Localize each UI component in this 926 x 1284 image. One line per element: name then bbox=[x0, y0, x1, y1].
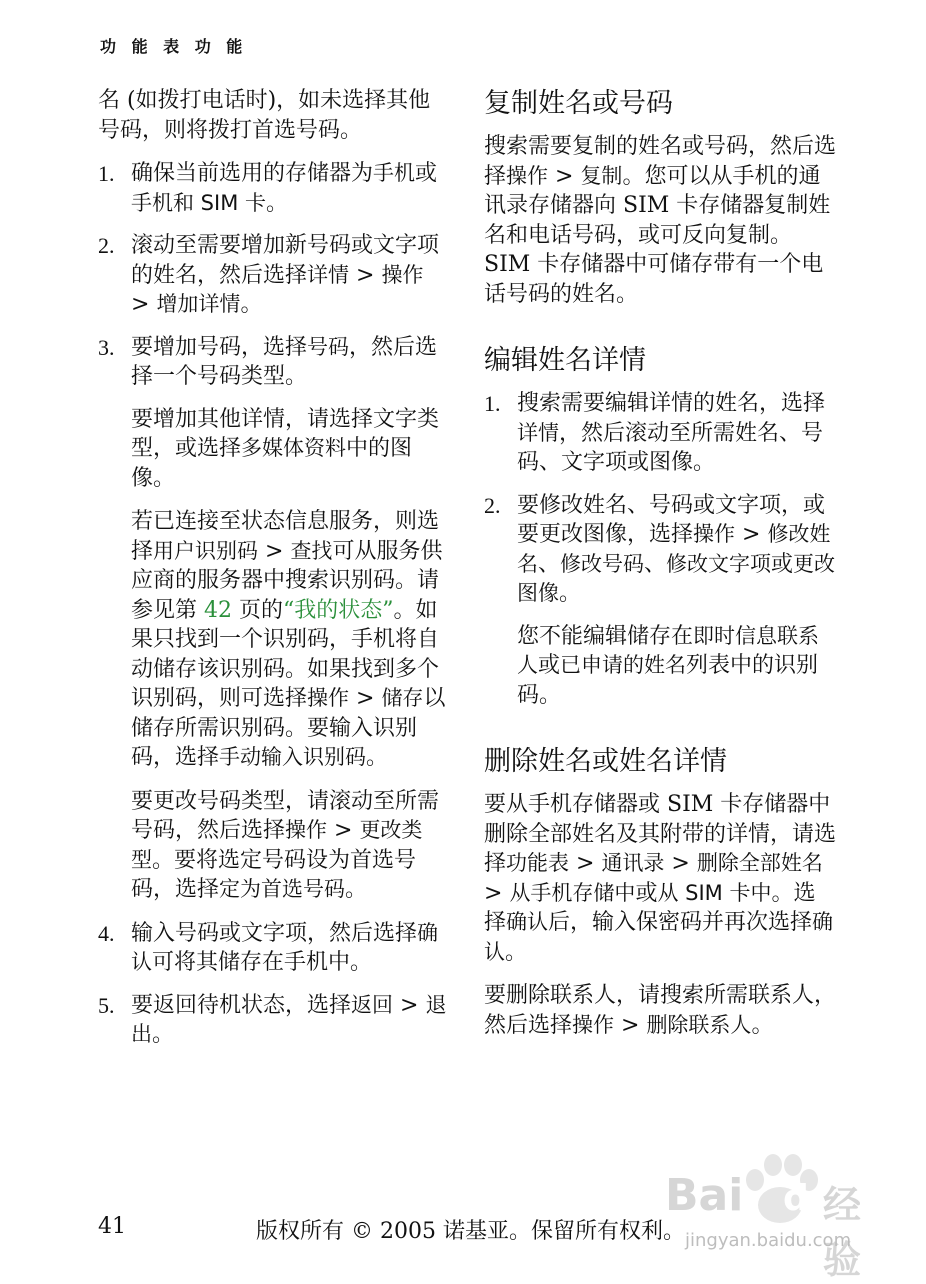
sub-paragraph: 要增加其他详情，请选择文字类型，或选择多媒体资料中的图像。 bbox=[131, 406, 440, 491]
page-number: 41 bbox=[98, 1214, 126, 1239]
left-column bbox=[98, 86, 448, 1063]
intro-paragraph: 名 (如拨打电话时)，如未选择其他号码，则将拨打首选号码。 bbox=[98, 88, 431, 143]
baidu-watermark: Bai du 经验 jingyan.baidu.com bbox=[665, 1150, 895, 1250]
sub-paragraph: 要更改号码类型，请滚动至所需号码，然后选择操作 > 更改类型。要将选定号码设为首选号码，选择定为首选号码。 bbox=[131, 788, 440, 902]
section-heading-copy: 复制姓名或号码 bbox=[484, 88, 673, 119]
list-item: 3. 要增加号码，选择号码，然后选择一个号码类型。 bbox=[98, 334, 438, 389]
list-item: 1. 确保当前选用的存储器为手机或手机和 SIM 卡。 bbox=[98, 161, 438, 216]
list-item: 4. 输入号码或文字项，然后选择确认可将其储存在手机中。 bbox=[98, 920, 439, 975]
sub-paragraph: 您不能编辑储存在即时信息联系人或已申请的姓名列表中的识别码。 bbox=[517, 623, 820, 708]
list-item: 1. 搜索需要编辑详情的姓名，选择详情，然后滚动至所需姓名、号码、文字项或图像。 bbox=[484, 391, 826, 475]
my-status-link[interactable]: “我的状态” bbox=[283, 597, 394, 623]
section-heading-edit: 编辑姓名详情 bbox=[484, 345, 646, 376]
running-header: 功 能 表 功 能 bbox=[100, 37, 248, 56]
delete-contact-paragraph: 要删除联系人，请搜索所需联系人，然后选择操作 > 删除联系人。 bbox=[484, 983, 837, 1038]
right-column bbox=[484, 86, 836, 1054]
delete-paragraph: 要从手机存储器或 SIM 卡存储器中删除全部姓名及其附带的详情，请选择功能表 > 通讯录 > 删除全部姓名 > 从手机存储中或从 SIM 卡中。选择确认后，输入保密码并再次选择确认。 bbox=[484, 792, 837, 965]
list-item: 2. 要修改姓名、号码或文字项，或要更改图像，选择操作 > 修改姓名、修改号码、修改文字项或更改图像。 bbox=[484, 492, 836, 606]
page-reference-link[interactable]: 42 bbox=[204, 597, 232, 623]
copy-paragraph: 搜索需要复制的姓名或号码，然后选择操作 > 复制。您可以从手机的通讯录存储器向 SIM 卡存储器复制姓名和电话号码，或可反向复制。SIM 卡存储器中可储存带有一个电话号码的姓名。 bbox=[484, 134, 837, 307]
sub-paragraph: 若已连接至状态信息服务，则选择用户识别码 > 查找可从服务供应商的服务器中搜索识别码。请参见第 42 页的“我的状态”。如果只找到一个识别码，手机将自动储存该识别码。如果找到多个识别码，则可选择操作 > 储存以储存所需识别码。要输入识别码，选择手动输入识别码。 bbox=[131, 509, 446, 770]
list-item: 5. 要返回待机状态，选择返回 > 退出。 bbox=[98, 992, 447, 1047]
copyright-notice: 版权所有 © 2005 诺基亚。保留所有权利。 bbox=[256, 1219, 685, 1244]
list-item: 2. 滚动至需要增加新号码或文字项的姓名，然后选择详情 > 操作 > 增加详情。 bbox=[98, 233, 440, 317]
section-heading-delete: 删除姓名或姓名详情 bbox=[484, 746, 727, 777]
